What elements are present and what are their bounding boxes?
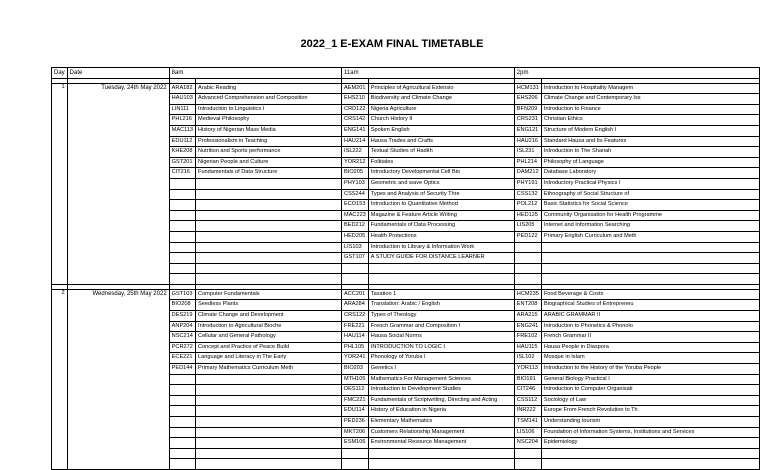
course-title-8am [196, 242, 342, 253]
course-title-11am: Environmental Resource Management [368, 438, 514, 449]
course-code-11am: HED205 [342, 231, 369, 242]
course-title-8am [196, 178, 342, 189]
course-code-11am: ESM106 [342, 438, 369, 449]
course-code-11am: DES112 [342, 385, 369, 396]
course-code-2pm: HED125 [514, 210, 541, 221]
course-code-2pm: PHL214 [514, 157, 541, 168]
course-code-8am [169, 395, 195, 406]
course-title-8am: Introduction to Agricultural Bioche [196, 321, 342, 332]
course-title-11am: Geometric and wave Optics [368, 178, 514, 189]
course-title-8am [196, 189, 342, 200]
course-title-11am: Fundamentals of Scriptwriting, Directing and Acting [368, 395, 514, 406]
course-title-8am: Primary Mathematics Curriculum Meth [196, 364, 342, 375]
day-number: 1 [52, 83, 68, 284]
course-code-2pm: YOR113 [514, 364, 541, 375]
course-title-2pm: Ethnography of Social Structure of [541, 189, 759, 200]
course-code-8am [169, 459, 195, 470]
course-title-11am: Spoken English [368, 125, 514, 136]
course-title-11am: Textual Studies of Hadith [368, 147, 514, 158]
course-code-8am: ANP204 [169, 321, 195, 332]
course-title-2pm: Christian Ethics [541, 115, 759, 126]
course-title-2pm: Biographical Studies of Entrepreneu [541, 300, 759, 311]
course-title-8am: Professionalism in Teaching [196, 136, 342, 147]
course-title-8am [196, 263, 342, 274]
course-title-8am [196, 231, 342, 242]
course-code-11am [342, 448, 369, 459]
course-code-2pm: PED122 [514, 231, 541, 242]
course-code-2pm: DAM212 [514, 168, 541, 179]
course-code-8am: DES219 [169, 311, 195, 322]
course-title-11am: Mathematics For Management Sciences [368, 374, 514, 385]
course-title-8am [196, 459, 342, 470]
course-code-8am: PED144 [169, 364, 195, 375]
course-code-11am: MTH105 [342, 374, 369, 385]
course-title-8am [196, 374, 342, 385]
table-row [52, 83, 760, 94]
course-code-11am: MKT206 [342, 427, 369, 438]
course-code-8am [169, 274, 195, 285]
course-title-8am [196, 438, 342, 449]
header-row [52, 68, 760, 79]
course-code-8am [169, 374, 195, 385]
course-code-11am [342, 459, 369, 470]
course-title-2pm: Introduction to Hospitality Managem [541, 83, 759, 94]
day-number: 2 [52, 289, 68, 469]
course-title-8am: Concept and Practice of Peace Build [196, 342, 342, 353]
course-code-8am: MAC113 [169, 125, 195, 136]
course-code-2pm [514, 274, 541, 285]
course-code-8am [169, 253, 195, 264]
course-title-11am: Nigeria Agriculture [368, 104, 514, 115]
course-title-11am: Elementary Mathematics [368, 417, 514, 428]
course-code-11am: ECO153 [342, 200, 369, 211]
course-code-2pm: NSC204 [514, 438, 541, 449]
course-title-11am: Introduction to Quantitative Method [368, 200, 514, 211]
course-code-2pm [514, 242, 541, 253]
course-code-11am: PHL105 [342, 342, 369, 353]
course-code-11am: BIO203 [342, 364, 369, 375]
course-code-8am: KHE208 [169, 147, 195, 158]
course-title-2pm [541, 274, 759, 285]
course-title-2pm: French Grammar II [541, 332, 759, 343]
course-code-11am: CRS122 [342, 311, 369, 322]
course-title-11am: Health Protections [368, 231, 514, 242]
course-title-2pm: Foundation of Information Systems, Institutions and Services [541, 427, 759, 438]
course-title-8am: Nigerian People and Culture [196, 157, 342, 168]
course-code-11am: LIS103 [342, 242, 369, 253]
course-title-2pm [541, 253, 759, 264]
course-title-8am [196, 210, 342, 221]
course-code-11am: HAU114 [342, 332, 369, 343]
course-code-2pm [514, 448, 541, 459]
course-title-11am: Folktales [368, 157, 514, 168]
course-code-2pm [514, 459, 541, 470]
course-code-8am: PHL216 [169, 115, 195, 126]
course-code-11am: ENG141 [342, 125, 369, 136]
course-title-11am [368, 459, 514, 470]
course-code-11am: PED236 [342, 417, 369, 428]
course-code-8am: GST201 [169, 157, 195, 168]
course-title-8am [196, 253, 342, 264]
course-code-8am [169, 417, 195, 428]
course-code-2pm: BFN209 [514, 104, 541, 115]
course-code-2pm: EHS206 [514, 94, 541, 105]
course-code-11am: EHS210 [342, 94, 369, 105]
course-code-2pm: POL212 [514, 200, 541, 211]
course-code-11am: CSS244 [342, 189, 369, 200]
course-code-8am: HAU103 [169, 94, 195, 105]
course-code-8am [169, 438, 195, 449]
course-title-11am [368, 263, 514, 274]
course-code-8am: EDU112 [169, 136, 195, 147]
course-title-11am: Taxation 1 [368, 289, 514, 300]
course-title-8am: History of Nigerian Mass Media [196, 125, 342, 136]
course-title-2pm [541, 242, 759, 253]
course-title-2pm: Structure of Modern English I [541, 125, 759, 136]
course-code-11am: GST107 [342, 253, 369, 264]
course-code-2pm: ENT208 [514, 300, 541, 311]
course-title-2pm: Climate Change and Contemporary Iss [541, 94, 759, 105]
course-code-11am: ARA284 [342, 300, 369, 311]
course-title-2pm: Database Laboratory [541, 168, 759, 179]
course-code-11am: PHY103 [342, 178, 369, 189]
timetable [51, 67, 760, 470]
course-title-11am [368, 448, 514, 459]
course-code-8am [169, 448, 195, 459]
course-code-2pm: HCM131 [514, 83, 541, 94]
course-code-8am: ECE221 [169, 353, 195, 364]
course-title-11am: Types of Theology [368, 311, 514, 322]
course-code-8am: GST103 [169, 289, 195, 300]
course-code-8am: BIO208 [169, 300, 195, 311]
course-title-2pm: Introduction to Computer Organisati [541, 385, 759, 396]
course-code-8am [169, 427, 195, 438]
course-title-2pm: Internet and Information Searching [541, 221, 759, 232]
course-code-11am: HAU214 [342, 136, 369, 147]
course-code-2pm: CSS112 [514, 395, 541, 406]
course-title-8am: Cellular and General Pathology [196, 332, 342, 343]
course-title-11am [368, 274, 514, 285]
course-code-11am: BIO205 [342, 168, 369, 179]
course-code-8am [169, 242, 195, 253]
course-code-8am [169, 231, 195, 242]
course-title-2pm: Europe From French Revolution to Th [541, 406, 759, 417]
course-title-2pm: Community Organisation for Health Programme [541, 210, 759, 221]
course-code-8am: CIT216 [169, 168, 195, 179]
course-title-8am [196, 417, 342, 428]
course-code-11am: YOR241 [342, 353, 369, 364]
course-code-2pm: HCM235 [514, 289, 541, 300]
course-title-2pm [541, 263, 759, 274]
course-title-11am: Introduction to Library & Information Work [368, 242, 514, 253]
course-title-2pm: Introduction to Finance [541, 104, 759, 115]
course-code-2pm: BIO191 [514, 374, 541, 385]
course-code-11am: YOR212 [342, 157, 369, 168]
page-title: 2022_1 E-EXAM FINAL TIMETABLE [300, 38, 484, 50]
course-title-2pm: Hausa People in Diaspora [541, 342, 759, 353]
course-title-11am: Customers Relationship Management [368, 427, 514, 438]
course-code-11am: CRS142 [342, 115, 369, 126]
course-code-8am [169, 189, 195, 200]
course-code-2pm: ENG121 [514, 125, 541, 136]
course-title-8am: Fundamentals of Data Structure [196, 168, 342, 179]
course-code-11am: MAC223 [342, 210, 369, 221]
course-title-8am [196, 200, 342, 211]
course-code-2pm: CIT246 [514, 385, 541, 396]
course-title-2pm: Understanding tourism [541, 417, 759, 428]
course-title-11am: Magazine & Feature Article Writing [368, 210, 514, 221]
course-title-11am: Fundamentals of Data Processing [368, 221, 514, 232]
course-code-2pm: ENG241 [514, 321, 541, 332]
table-row [52, 289, 760, 300]
course-title-2pm: Introductory Practical Physics I [541, 178, 759, 189]
header-day: Day [52, 68, 68, 79]
course-title-8am: Climate Change and Development [196, 311, 342, 322]
course-title-11am: Church History II [368, 115, 514, 126]
course-title-11am: French Grammar and Composition I [368, 321, 514, 332]
course-code-11am: ACC201 [342, 289, 369, 300]
exam-date: Wednesday, 25th May 2022 [67, 289, 169, 469]
course-title-2pm: Mosque in Islam [541, 353, 759, 364]
course-title-2pm: Standard Hausa and Its Features [541, 136, 759, 147]
course-title-11am: Hausa Trades and Crafts [368, 136, 514, 147]
course-title-8am [196, 406, 342, 417]
course-code-2pm: HAU216 [514, 136, 541, 147]
course-code-11am: FRE221 [342, 321, 369, 332]
course-code-11am: EDU114 [342, 406, 369, 417]
course-code-11am: BED212 [342, 221, 369, 232]
course-title-2pm: Food Beverage & Costs [541, 289, 759, 300]
course-title-11am: Biodiversity and Climate Change [368, 94, 514, 105]
course-title-11am: Types and Analysis of Security Thre [368, 189, 514, 200]
course-code-8am: PCR272 [169, 342, 195, 353]
course-code-8am [169, 210, 195, 221]
course-code-2pm: ARA215 [514, 311, 541, 322]
header-8am: 8am [169, 68, 341, 79]
course-code-2pm: PHY191 [514, 178, 541, 189]
course-title-11am: History of Education in Nigeria [368, 406, 514, 417]
course-code-2pm: HAU115 [514, 342, 541, 353]
course-title-11am: Genetics I [368, 364, 514, 375]
course-code-8am [169, 200, 195, 211]
course-title-8am: Computer Fundamentals [196, 289, 342, 300]
course-title-2pm [541, 448, 759, 459]
course-code-2pm: ISL231 [514, 147, 541, 158]
course-code-8am [169, 406, 195, 417]
course-code-2pm: LIS205 [514, 221, 541, 232]
course-code-8am [169, 178, 195, 189]
course-code-2pm [514, 263, 541, 274]
course-title-2pm: Philosophy of Language [541, 157, 759, 168]
course-code-8am: NSC214 [169, 332, 195, 343]
course-title-11am: Translation: Arabic / English [368, 300, 514, 311]
course-code-2pm: INR222 [514, 406, 541, 417]
course-code-8am: ARA182 [169, 83, 195, 94]
course-title-11am: Introduction to Development Studies [368, 385, 514, 396]
course-title-2pm: General Biology Practical I [541, 374, 759, 385]
course-code-11am [342, 263, 369, 274]
header-2pm: 2pm [514, 68, 759, 79]
course-code-11am: AEM201 [342, 83, 369, 94]
course-title-8am: Introduction to Linguistics I [196, 104, 342, 115]
course-title-8am [196, 427, 342, 438]
course-title-11am: Principles of Agricultural Extensio [368, 83, 514, 94]
course-title-11am: INTRODUCTION TO LOGIC I [368, 342, 514, 353]
course-title-11am: Hausa Social Norms [368, 332, 514, 343]
course-code-8am [169, 263, 195, 274]
course-title-2pm: Primary English Curriculum and Meth [541, 231, 759, 242]
course-code-11am: FMC221 [342, 395, 369, 406]
course-title-8am [196, 221, 342, 232]
course-code-2pm: FRE102 [514, 332, 541, 343]
course-code-8am [169, 385, 195, 396]
course-title-8am: Medieval Philosophy [196, 115, 342, 126]
course-title-11am: Introductory Developmental Cell Bio [368, 168, 514, 179]
course-code-2pm: TSM141 [514, 417, 541, 428]
course-code-8am [169, 221, 195, 232]
course-title-8am: Nutrition and Sports performance [196, 147, 342, 158]
header-11am: 11am [342, 68, 515, 79]
course-title-2pm: Introduction to the History of the Yoruba People [541, 364, 759, 375]
course-code-11am: CRD122 [342, 104, 369, 115]
course-title-8am [196, 385, 342, 396]
exam-date: Tuesday, 24th May 2022 [67, 83, 169, 284]
course-code-11am [342, 274, 369, 285]
course-title-8am: Advanced Comprehension and Composition [196, 94, 342, 105]
course-title-8am: Arabic Reading [196, 83, 342, 94]
course-title-11am: A STUDY GUIDE FOR DISTANCE LEARNER [368, 253, 514, 264]
course-code-11am: ISL222 [342, 147, 369, 158]
course-title-8am: Language and Literacy in The Early [196, 353, 342, 364]
course-title-2pm: Basic Statistics for Social Science [541, 200, 759, 211]
course-title-8am: Seedless Plants [196, 300, 342, 311]
course-title-2pm: ARABIC GRAMMAR II [541, 311, 759, 322]
course-code-2pm: ISL102 [514, 353, 541, 364]
course-code-2pm: CRS231 [514, 115, 541, 126]
course-title-2pm: Introduction to The Shariah [541, 147, 759, 158]
course-title-2pm: Epidemiology [541, 438, 759, 449]
course-title-11am: Phonology of Yoruba I [368, 353, 514, 364]
course-title-8am [196, 448, 342, 459]
course-code-8am: LIN111 [169, 104, 195, 115]
course-title-2pm: Sociology of Law [541, 395, 759, 406]
course-title-2pm: Introduction to Phonetics & Phonolo [541, 321, 759, 332]
course-title-8am [196, 274, 342, 285]
course-title-2pm [541, 459, 759, 470]
course-code-2pm: CSS132 [514, 189, 541, 200]
course-code-2pm [514, 253, 541, 264]
course-code-2pm: LIS106 [514, 427, 541, 438]
header-date: Date [67, 68, 169, 79]
course-title-8am [196, 395, 342, 406]
